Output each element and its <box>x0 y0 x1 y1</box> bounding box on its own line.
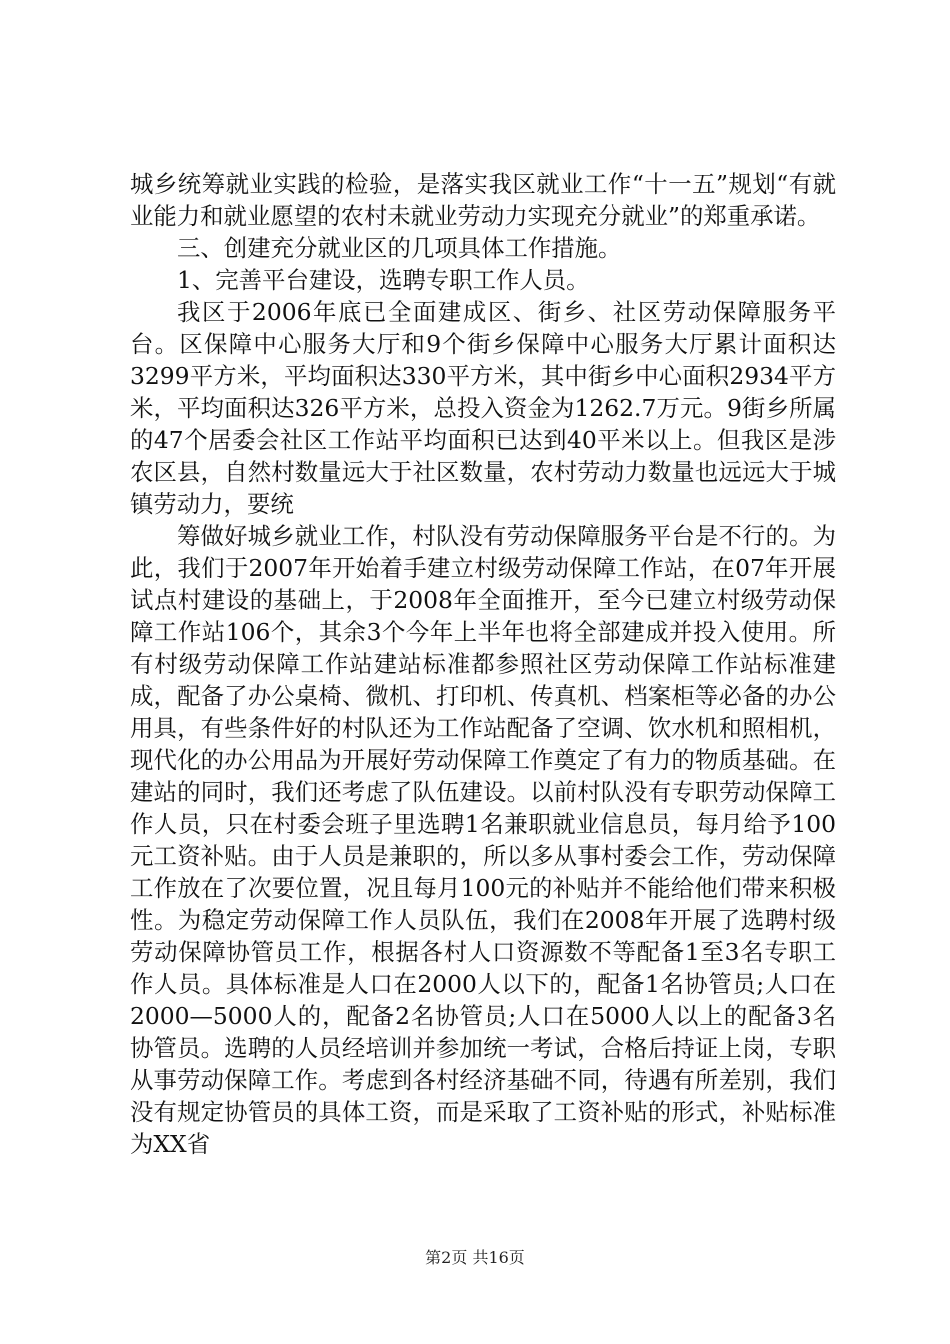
paragraph-4: 我区于2006年底已全面建成区、街乡、社区劳动保障服务平台。区保障中心服务大厅和9个街乡保障中心服务大厅累计面积达3299平方米，平均面积达330平方米，其中街乡中心面积2934平方米，平均面积达326平方米，总投入资金为1262.7万元。9街乡所属的47个居委会社区工作站平均面积已达到40平米以上。但我区是涉农区县，自然村数量远大于社区数量，农村劳动力数量也远远大于城镇劳动力，要统 <box>130 298 836 518</box>
paragraph-5: 筹做好城乡就业工作，村队没有劳动保障服务平台是不行的。为此，我们于2007年开始着手建立村级劳动保障工作站，在07年开展试点村建设的基础上，于2008年全面推开，至今已建立村级劳动保障工作站106个，其余3个今年上半年也将全部建成并投入使用。所有村级劳动保障工作站建站标准都参照社区劳动保障工作站标准建成，配备了办公桌椅、微机、打印机、传真机、档案柜等必备的办公用具，有些条件好的村队还为工作站配备了空调、饮水机和照相机，现代化的办公用品为开展好劳动保障工作奠定了有力的物质基础。在建站的同时，我们还考虑了队伍建设。以前村队没有专职劳动保障工作人员，只在村委会班子里选聘1名兼职就业信息员，每月给予100元工资补贴。由于人员是兼职的，所以多从事村委会工作，劳动保障工作放在了次要位置，况且每月100元的补贴并不能给他们带来积极性。为稳定劳动保障工作人员队伍，我们在2008年开展了选聘村级劳动保障协管员工作，根据各村人口资源数不等配备1至3名专职工作人员。具体标准是人口在2000人以下的，配备1名协管员;人口在2000—5000人的，配备2名协管员;人口在5000人以上的配备3名协管员。选聘的人员经培训并参加统一考试，合格后持证上岗，专职从事劳动保障工作。考虑到各村经济基础不同，待遇有所差别，我们没有规定协管员的具体工资，而是采取了工资补贴的形式，补贴标准为XX省 <box>130 522 836 1158</box>
paragraph-2-section-heading: 三、创建充分就业区的几项具体工作措施。 <box>177 234 622 262</box>
paragraph-3-subheading: 1、完善平台建设，选聘专职工作人员。 <box>177 266 590 294</box>
document-body <box>130 168 836 1160</box>
page-footer <box>0 1248 950 1268</box>
page-number-label: 第2页 共16页 <box>425 1248 525 1267</box>
paragraph-1: 城乡统筹就业实践的检验，是落实我区就业工作“十一五”规划“有就业能力和就业愿望的农村未就业劳动力实现充分就业”的郑重承诺。 <box>130 170 836 230</box>
